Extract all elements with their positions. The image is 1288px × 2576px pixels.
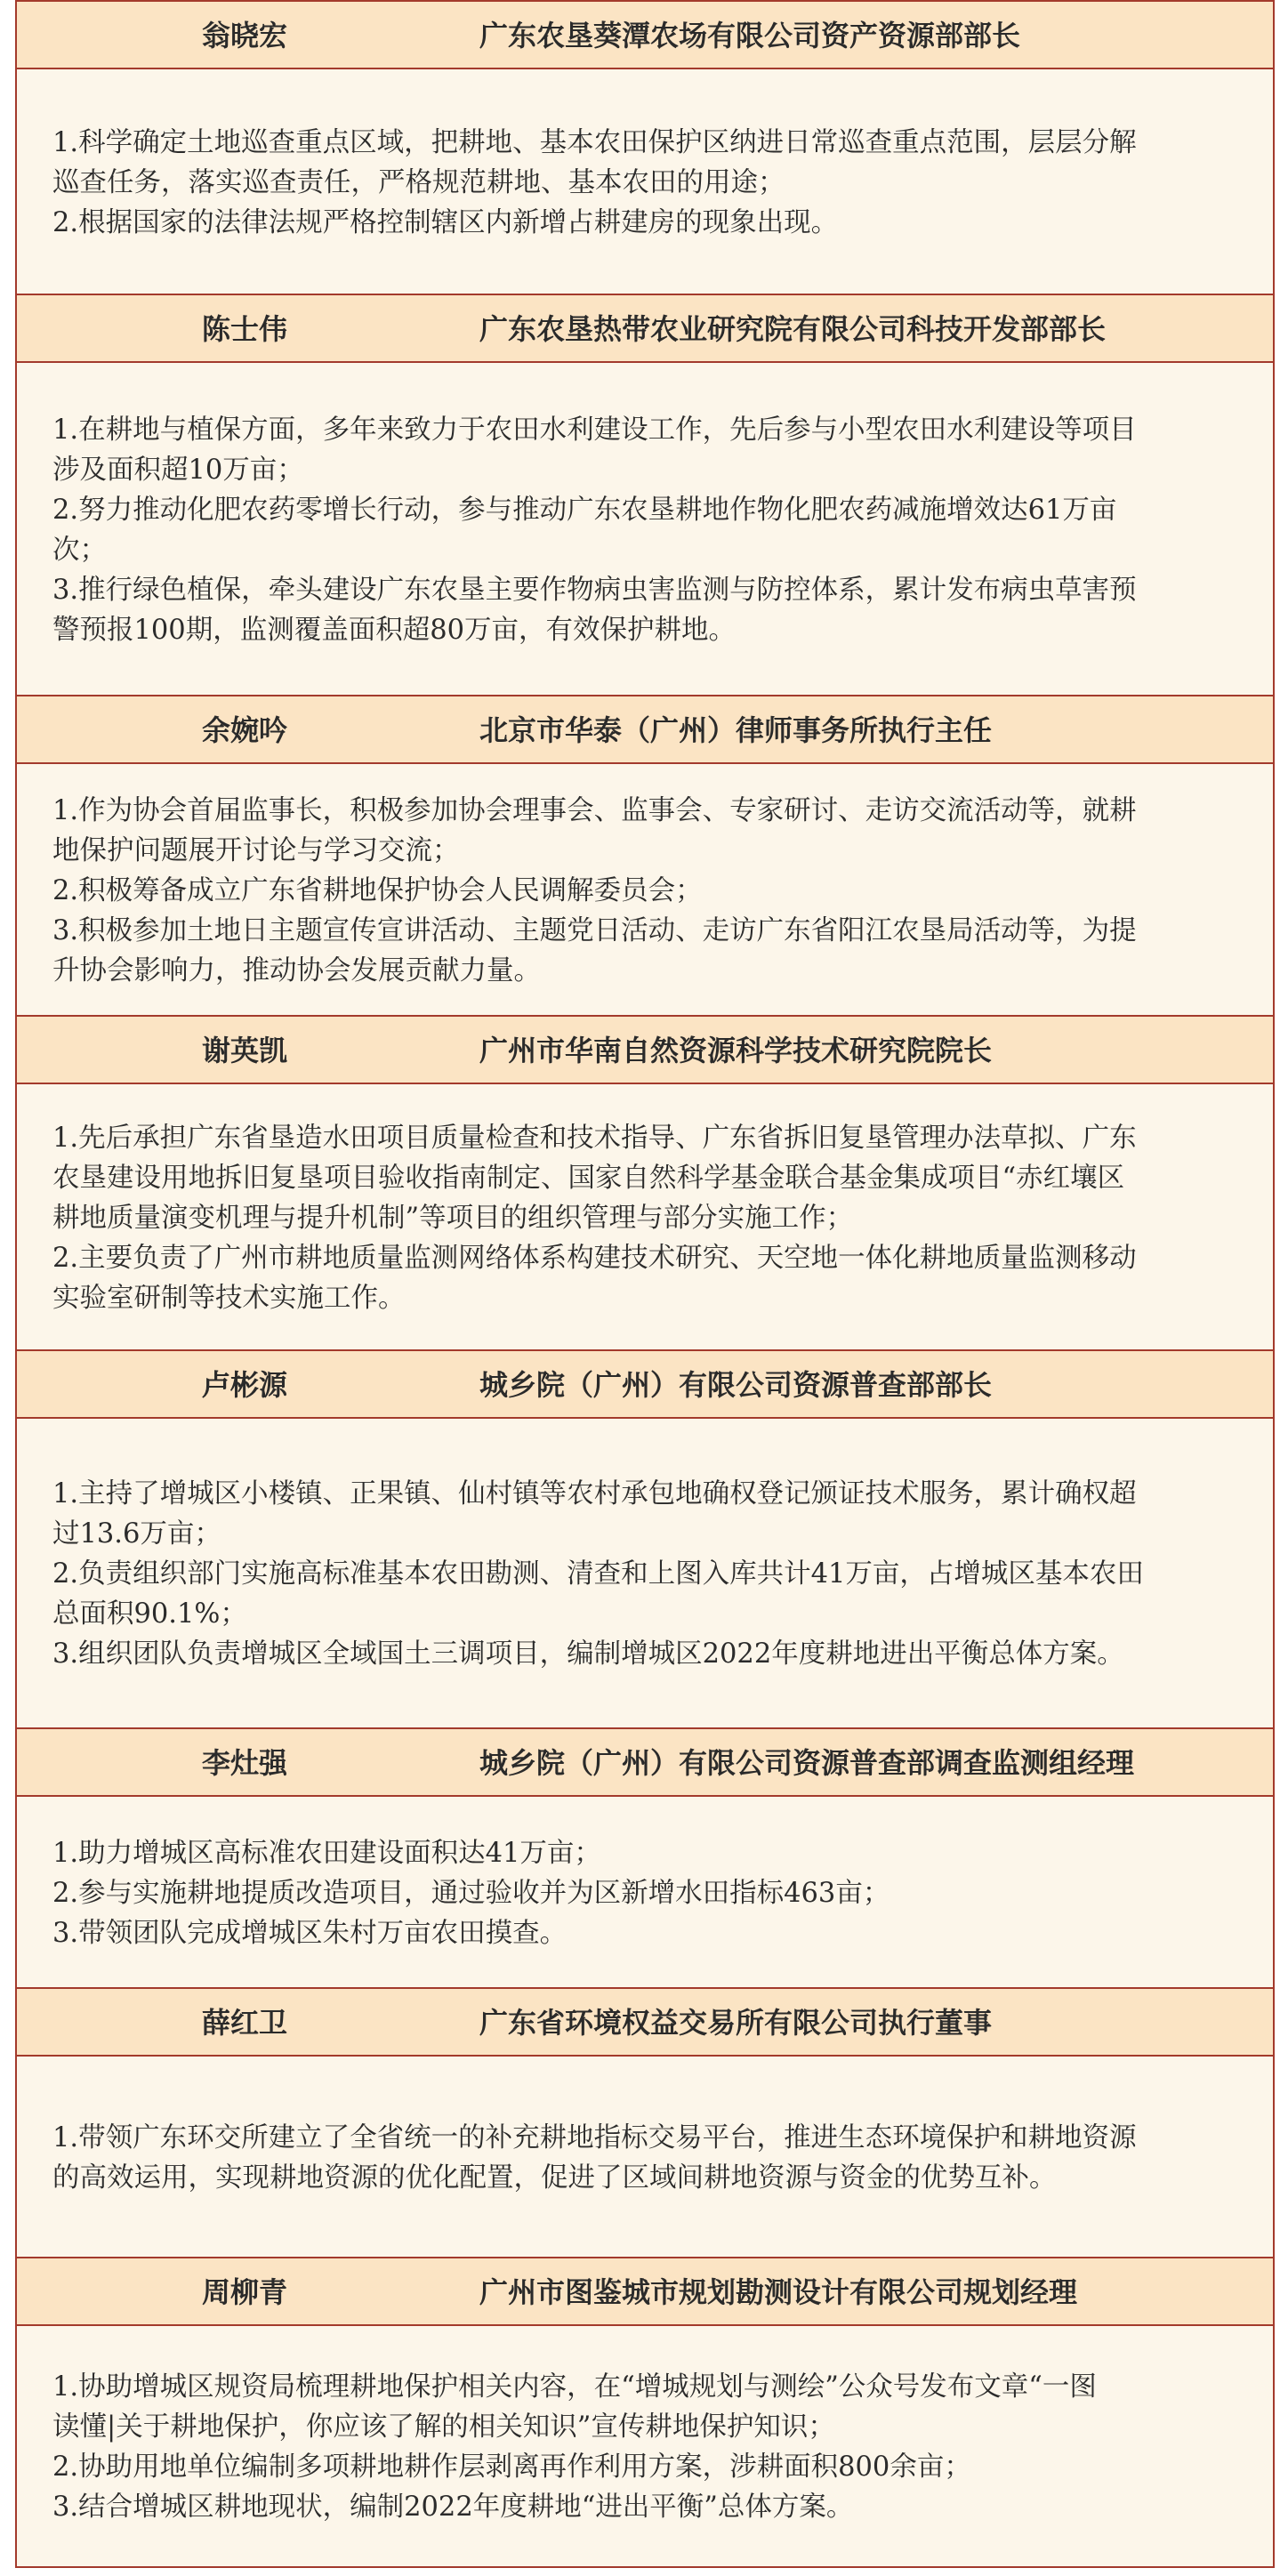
body-line: 2.积极筹备成立广东省耕地保护协会人民调解委员会；	[52, 874, 703, 906]
person-name: 谢英凯	[202, 1034, 288, 1067]
person-title: 广州市华南自然资源科学技术研究院院长	[479, 1034, 993, 1067]
person-name: 翁晓宏	[202, 19, 288, 52]
entry-body	[52, 2328, 1260, 2566]
entry-header	[17, 2258, 1273, 2326]
entry-card	[15, 0, 1275, 295]
body-line: 2.主要负责了广州市耕地质量监测网络体系构建技术研究、天空地一体化耕地质量监测移动	[52, 1242, 1137, 1274]
body-line: 1.主持了增城区小楼镇、正果镇、仙村镇等农村承包地确权登记颁证技术服务，累计确权超	[52, 1478, 1137, 1509]
body-line: 3.组织团队负责增城区全域国土三调项目，编制增城区2022年度耕地进出平衡总体方案。	[52, 1638, 1124, 1670]
body-line: 巡查任务，落实巡查责任，严格规范耕地、基本农田的用途；	[52, 166, 785, 198]
entry-card	[15, 1727, 1275, 1989]
body-line: 3.积极参加土地日主题宣传宣讲活动、主题党日活动、走访广东省阳江农垦局活动等，为提	[52, 914, 1137, 946]
body-line: 的高效运用，实现耕地资源的优化配置，促进了区域间耕地资源与资金的优势互补。	[52, 2161, 1057, 2194]
body-line: 警预报100期，监测覆盖面积超80万亩，有效保护耕地。	[52, 614, 737, 646]
entry-header	[17, 1729, 1273, 1797]
body-line: 2.根据国家的法律法规严格控制辖区内新增占耕建房的现象出现。	[52, 206, 839, 238]
person-name: 周柳青	[202, 2275, 288, 2309]
body-line: 耕地质量演变机理与提升机制”等项目的组织管理与部分实施工作；	[52, 1202, 854, 1234]
body-line: 1.科学确定土地巡查重点区域，把耕地、基本农田保护区纳进日常巡查重点范围，层层分解	[52, 126, 1137, 158]
body-line: 1.协助增城区规资局梳理耕地保护相关内容，在“增城规划与测绘”公众号发布文章“一图	[52, 2371, 1097, 2403]
body-line: 1.助力增城区高标准农田建设面积达41万亩；	[52, 1837, 601, 1869]
entry-header	[17, 2, 1273, 69]
entry-header	[17, 1351, 1273, 1419]
entry-card	[15, 695, 1275, 1017]
body-line: 次；	[52, 534, 107, 566]
person-name: 薛红卫	[202, 2006, 288, 2040]
entry-body	[52, 1086, 1260, 1349]
body-line: 涉及面积超10万亩；	[52, 454, 304, 486]
person-title: 北京市华泰（广州）律师事务所执行主任	[479, 713, 993, 747]
person-name: 余婉吟	[202, 713, 288, 747]
body-line: 地保护问题展开讨论与学习交流；	[52, 834, 460, 866]
entry-body	[52, 1799, 1260, 1987]
entry-header	[17, 696, 1273, 764]
body-line: 1.带领广东环交所建立了全省统一的补充耕地指标交易平台，推进生态环境保护和耕地资源	[52, 2121, 1137, 2153]
entry-card	[15, 1349, 1275, 1729]
entry-card	[15, 1987, 1275, 2258]
body-line: 读懂|关于耕地保护，你应该了解的相关知识”宣传耕地保护知识；	[52, 2411, 835, 2443]
entry-card	[15, 294, 1275, 696]
body-line: 1.先后承担广东省垦造水田项目质量检查和技术指导、广东省拆旧复垦管理办法草拟、广东	[52, 1122, 1137, 1154]
body-line: 3.结合增城区耕地现状，编制2022年度耕地“进出平衡”总体方案。	[52, 2491, 854, 2523]
person-name: 卢彬源	[202, 1368, 288, 1402]
person-title: 城乡院（广州）有限公司资源普查部部长	[479, 1368, 993, 1402]
body-line: 1.作为协会首届监事长，积极参加协会理事会、监事会、专家研讨、走访交流活动等，就耕	[52, 794, 1137, 826]
body-line: 3.带领团队完成增城区朱村万亩农田摸查。	[52, 1917, 568, 1949]
body-line: 2.协助用地单位编制多项耕地耕作层剥离再作利用方案，涉耕面积800余亩；	[52, 2451, 971, 2483]
entry-header	[17, 295, 1273, 363]
entry-body	[52, 1421, 1260, 1727]
body-line: 2.努力推动化肥农药零增长行动，参与推动广东农垦耕地作物化肥农药减施增效达61万亩	[52, 494, 1117, 526]
entry-header	[17, 1989, 1273, 2057]
body-line: 实验室研制等技术实施工作。	[52, 1282, 406, 1314]
person-title: 广东农垦葵潭农场有限公司资产资源部部长	[479, 19, 1021, 52]
body-line: 1.在耕地与植保方面，多年来致力于农田水利建设工作，先后参与小型农田水利建设等项目	[52, 414, 1137, 446]
person-title: 城乡院（广州）有限公司资源普查部调查监测组经理	[479, 1746, 1135, 1780]
entry-body	[52, 766, 1260, 1015]
person-title: 广州市图鉴城市规划勘测设计有限公司规划经理	[479, 2275, 1078, 2309]
person-name: 陈士伟	[202, 312, 288, 346]
person-title: 广东省环境权益交易所有限公司执行董事	[479, 2006, 993, 2040]
body-line: 2.参与实施耕地提质改造项目，通过验收并为区新增水田指标463亩；	[52, 1877, 890, 1909]
entry-header	[17, 1017, 1273, 1084]
body-line: 升协会影响力，推动协会发展贡献力量。	[52, 954, 541, 986]
entry-card	[15, 2257, 1275, 2568]
entry-body	[52, 2058, 1260, 2257]
body-line: 农垦建设用地拆旧复垦项目验收指南制定、国家自然科学基金联合基金集成项目“赤红壤区	[52, 1162, 1125, 1194]
entry-card	[15, 1015, 1275, 1351]
body-line: 2.负责组织部门实施高标准基本农田勘测、清查和上图入库共计41万亩，占增城区基本农田	[52, 1558, 1144, 1590]
body-line: 过13.6万亩；	[52, 1518, 221, 1550]
person-name: 李灶强	[202, 1746, 288, 1780]
person-title: 广东农垦热带农业研究院有限公司科技开发部部长	[479, 312, 1107, 346]
entry-body	[52, 71, 1260, 294]
body-line: 总面积90.1%；	[52, 1598, 247, 1630]
entry-body	[52, 365, 1260, 695]
body-line: 3.推行绿色植保，牵头建设广东农垦主要作物病虫害监测与防控体系，累计发布病虫草害预	[52, 574, 1137, 606]
